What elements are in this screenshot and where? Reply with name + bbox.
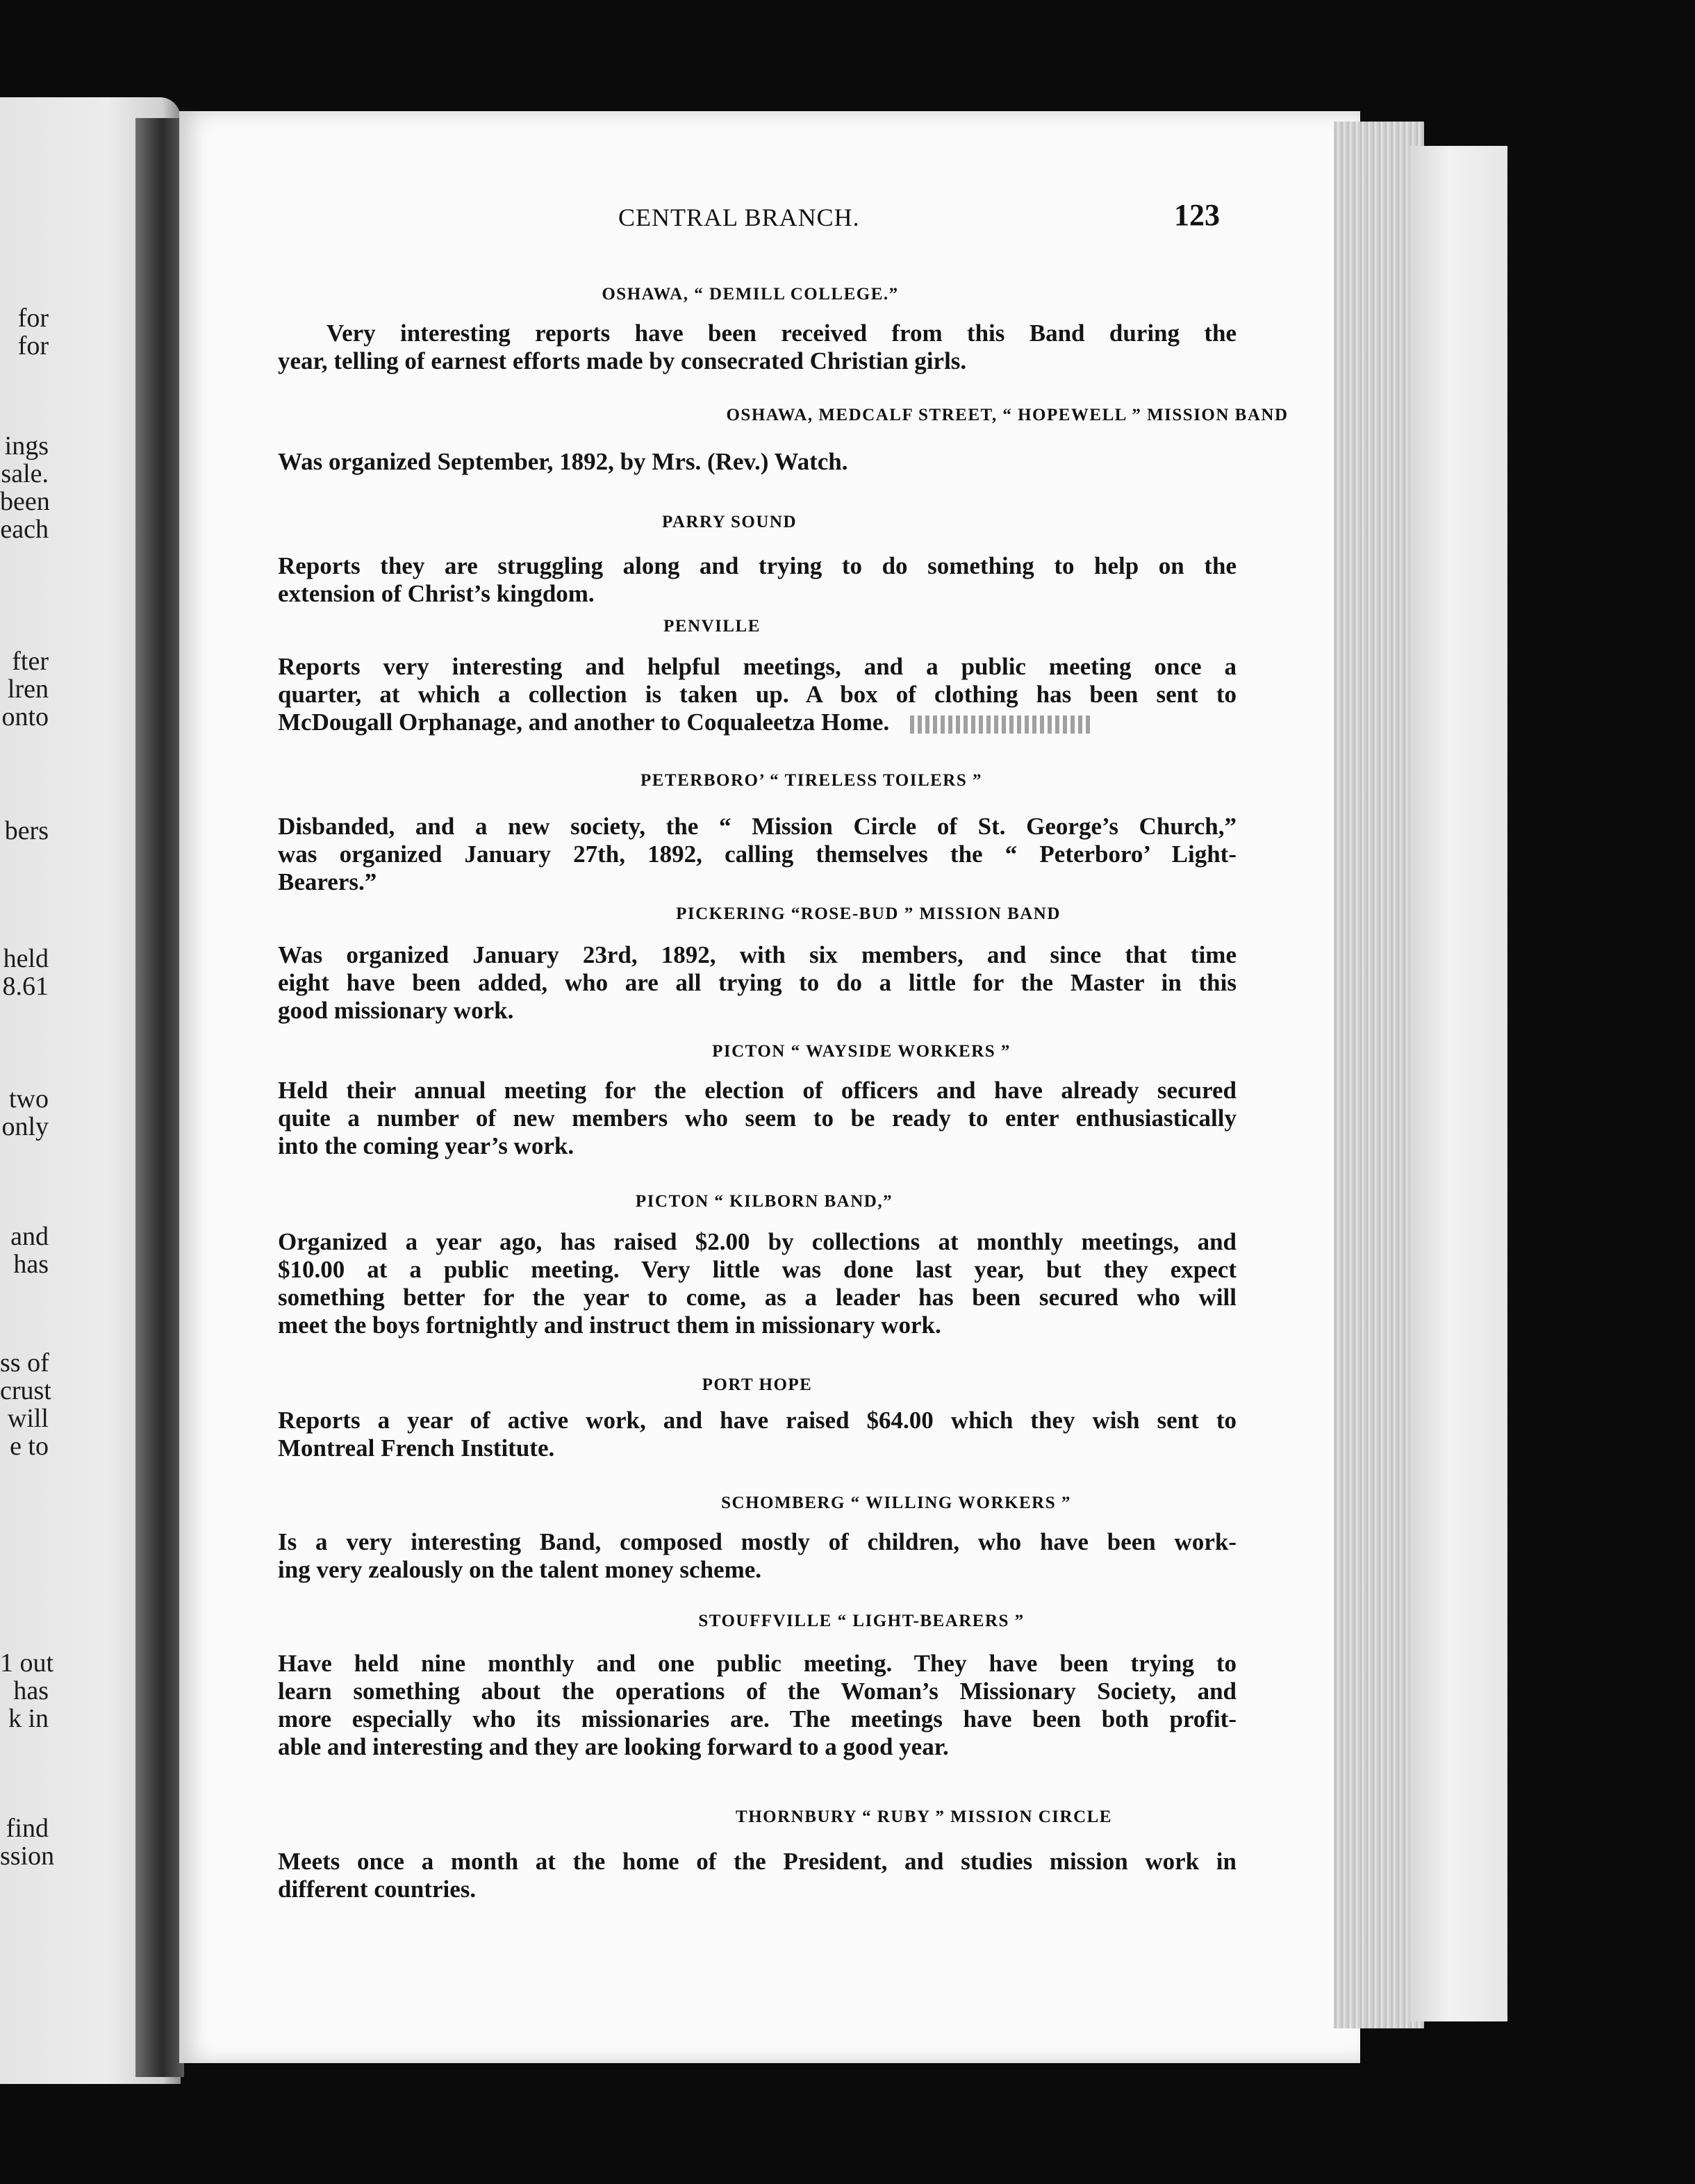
facing-page-fragment: bers — [4, 816, 49, 845]
text-line: Reports a year of active work, and have raised $64.00 which they wish sent to — [278, 1407, 1237, 1434]
facing-page-fragment: lren — [7, 675, 49, 704]
text-line: quite a number of new members who seem to be ready to enter enthusiastically — [278, 1105, 1237, 1132]
facing-page-fragment: crust — [0, 1376, 51, 1405]
text-line: Montreal French Institute. — [278, 1434, 555, 1462]
ink-smudge — [910, 715, 1091, 734]
section-paragraph — [278, 448, 1237, 476]
section-heading: PARRY SOUND — [661, 513, 797, 531]
facing-page-fragment: fter — [12, 647, 49, 676]
facing-page-fragment: and — [10, 1222, 49, 1251]
text-line: Very interesting reports have been received from this Band during the — [326, 320, 1237, 347]
section-heading: STOUFFVILLE “ LIGHT-BEARERS ” — [698, 1612, 1025, 1630]
section-paragraph — [278, 1650, 1237, 1761]
facing-page-fragment: will — [7, 1404, 49, 1433]
facing-page-fragment: ssion — [0, 1842, 55, 1871]
text-line: Disbanded, and a new society, the “ Mission Circle of St. George’s Church,” — [278, 813, 1237, 840]
facing-page-fragment: for — [17, 331, 49, 361]
section-heading: PICTON “ KILBORN BAND,” — [635, 1192, 893, 1211]
text-line: learn something about the operations of the Woman’s Missionary Society, and — [278, 1678, 1237, 1705]
text-line: quarter, at which a collection is taken up. A box of clothing has been sent to — [278, 681, 1237, 708]
facing-page-fragment: each — [0, 515, 49, 544]
section-paragraph — [278, 552, 1237, 608]
facing-page-fragment: onto — [1, 702, 49, 731]
text-line: was organized January 27th, 1892, calling themselves the “ Peterboro’ Light- — [278, 841, 1237, 868]
text-line: Was organized September, 1892, by Mrs. (Rev.) Watch. — [278, 448, 848, 475]
facing-page-fragment: e to — [10, 1432, 49, 1461]
facing-page-fragment: 8.61 — [2, 972, 49, 1001]
text-line: Organized a year ago, has raised $2.00 by collections at monthly meetings, and — [278, 1228, 1237, 1255]
section-paragraph — [278, 1848, 1237, 1903]
section-paragraph — [278, 941, 1237, 1025]
page-number: 123 — [1174, 198, 1220, 232]
section-heading: PETERBORO’ “ TIRELESS TOILERS ” — [640, 771, 983, 790]
text-line: Was organized January 23rd, 1892, with six members, and since that time — [278, 941, 1237, 968]
section-paragraph — [278, 320, 1237, 375]
text-line: year, telling of earnest efforts made by consecrated Christian girls. — [278, 347, 967, 374]
text-line: more especially who its missionaries are. The meetings have been both profit- — [278, 1705, 1237, 1732]
text-line: Held their annual meeting for the election of officers and have already secured — [278, 1077, 1237, 1104]
running-head: CENTRAL BRANCH. — [618, 204, 860, 231]
section-heading: PORT HOPE — [702, 1375, 813, 1394]
section-heading: THORNBURY “ RUBY ” MISSION CIRCLE — [736, 1807, 1112, 1826]
book-cover-edge — [1410, 146, 1507, 2021]
facing-page-fragment: has — [13, 1676, 49, 1705]
text-line: different countries. — [278, 1876, 477, 1903]
facing-page-fragment: sale. — [1, 459, 49, 488]
section-paragraph — [278, 813, 1237, 896]
facing-page-fragment: ings — [4, 431, 49, 461]
facing-page-fragment: two — [9, 1084, 49, 1114]
section-heading: SCHOMBERG “ WILLING WORKERS ” — [721, 1494, 1071, 1512]
text-line: something better for the year to come, as a leader has been secured who will — [278, 1284, 1237, 1311]
text-line: Reports they are struggling along and trying to do something to help on the — [278, 552, 1237, 579]
facing-page-fragment: ss of — [0, 1348, 49, 1378]
text-line: meet the boys fortnightly and instruct them in missionary work. — [278, 1312, 941, 1339]
section-heading: PICTON “ WAYSIDE WORKERS ” — [712, 1042, 1011, 1061]
section-heading: OSHAWA, MEDCALF STREET, “ HOPEWELL ” MISSION BAND — [726, 406, 1289, 424]
text-line: eight have been added, who are all trying to do a little for the Master in this — [278, 969, 1237, 996]
section-paragraph — [278, 653, 1237, 736]
section-heading: OSHAWA, “ DEMILL COLLEGE.” — [602, 285, 899, 304]
text-line: Reports very interesting and helpful meetings, and a public meeting once a — [278, 653, 1237, 680]
text-line: ing very zealously on the talent money scheme. — [278, 1556, 762, 1583]
book-gutter — [135, 118, 184, 2077]
section-paragraph — [278, 1228, 1237, 1339]
facing-page-fragment: k in — [8, 1704, 49, 1733]
section-paragraph — [278, 1077, 1237, 1160]
facing-page-fragment: for — [17, 304, 49, 333]
facing-page-fragment: 1 out — [0, 1648, 54, 1678]
text-line: $10.00 at a public meeting. Very little was done last year, but they expect — [278, 1256, 1237, 1283]
text-line: Meets once a month at the home of the President, and studies mission work in — [278, 1848, 1237, 1875]
section-heading: PICKERING “ROSE-BUD ” MISSION BAND — [676, 904, 1061, 923]
text-line: good missionary work. — [278, 997, 514, 1024]
text-line: Is a very interesting Band, composed mostly of children, who have been work- — [278, 1528, 1237, 1555]
text-line: able and interesting and they are looking forward to a good year. — [278, 1733, 949, 1760]
text-line: Have held nine monthly and one public meeting. They have been trying to — [278, 1650, 1237, 1677]
facing-page-fragment: held — [3, 944, 49, 973]
text-line: into the coming year’s work. — [278, 1132, 574, 1159]
text-line: McDougall Orphanage, and another to Coqualeetza Home. — [278, 709, 1237, 736]
facing-page-fragment: has — [13, 1250, 49, 1279]
text-line: Bearers.” — [278, 868, 377, 895]
section-paragraph — [278, 1528, 1237, 1584]
text-line: extension of Christ’s kingdom. — [278, 580, 595, 607]
section-paragraph — [278, 1407, 1237, 1462]
facing-page-fragment: been — [0, 487, 50, 516]
facing-page-fragment: find — [6, 1814, 49, 1843]
facing-page-fragment: only — [1, 1112, 49, 1141]
section-heading: PENVILLE — [663, 617, 761, 636]
